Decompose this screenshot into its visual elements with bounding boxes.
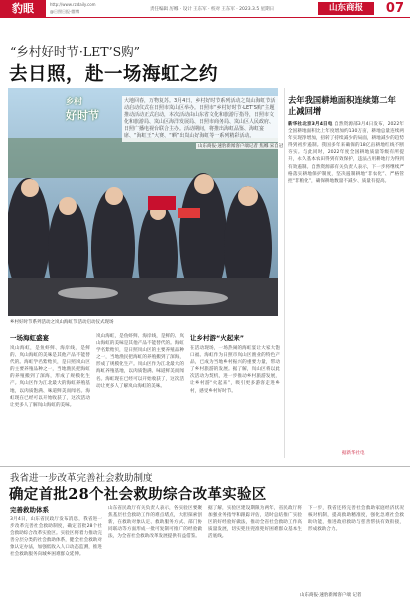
brand-badge: 山东商报	[318, 2, 374, 15]
logo-line-1: 乡村	[66, 96, 82, 106]
section-text: 据了解，实验区建设期限为两年，省民政厅将加强业务指导和跟踪评估，适时总结推广实验区的好经验好做法，推动全省社会救助工作高质量发展，切实兜住兜准兜好困难群众基本生活底线。	[208, 506, 302, 540]
section-divider	[0, 466, 410, 467]
right-byline: 据新华社电	[342, 451, 365, 456]
bottom-kicker: 我省进一步改革完善社会救助制度	[10, 473, 153, 484]
right-body-text: 自然资源部3月4日发布，2022年全国耕地面积比上年度增加约130万亩，耕地总量连续两年实现净增加，扭转了持续减少的局面，耕地减少的趋势得到初步遏制。我国多年来确保的18亿亩耕地红线不断夯实。与此同时，2022年度全国耕地质量等级有所提升，永久基本农田得到有效保护，违法占用耕地行为得到有效遏制。自然资源部有关负责人表示，下一步将继续严格落实耕地保护制度，坚决遏制耕地“非农化”、严格管控“非粮化”，确保耕地数量不减少、质量有提高。	[288, 122, 404, 184]
bottom-column-3	[208, 505, 302, 597]
bottom-column-2	[108, 505, 202, 597]
right-headline: 去年我国耕地面积连续第二年止减回增	[288, 95, 396, 116]
section-heading: 完善救助体系	[10, 506, 49, 514]
bottom-headline: 确定首批28个社会救助综合改革实验区	[9, 486, 267, 503]
newspaper-logo: 豹眼	[0, 0, 46, 18]
section-heading: 一场海虹盛宴	[10, 334, 49, 342]
photo-caption: 乡村好时节系列活动之岚山海虹节活动启动仪式现场	[10, 320, 114, 325]
lead-headline: 去日照，赴一场海虹之约	[9, 64, 219, 85]
lead-column-1	[10, 333, 90, 463]
section-text: 山东省民政厅有关负责人表示，各实验区要聚焦基层社会救助工作的难点堵点，大胆探索创新，在救助对象认定、救助服务方式、部门协同联动等方面形成一批可复制可推广的经验做法，为全省社会救助改革发展提供有益借鉴。	[108, 506, 202, 540]
lead-credit: 山东商报·速豹新闻客户端记者 焦娜 宋自冠	[198, 144, 284, 149]
lead-column-2	[96, 333, 184, 461]
section-text: 3月4日，山东省民政厅发布消息，我省进一步改革完善社会救助制度，确定首批28个社会救助综合改革实验区。实验区将着力推动完善分层分类的社会救助体系，健全社会救助对象认定办法，加强低收入人口动态监测，推进社会救助服务向城乡困难群众延伸。	[10, 517, 102, 558]
website-text: http://www.rzdaily.com	[50, 2, 96, 7]
lead-column-3	[190, 333, 280, 463]
section-text: 岚山海虹，是鱼虾鲜、海岸线，是鲜的、岚山海虹的美味是其他产品不能替代的。海虹学名紫贻贝，是日照岚山区的主要养殖品种之一，当地渔民把海虹的养殖搬到了深海，形成了规模化生产。岚山区作为江北最大的海虹养殖基地，以肉质饱满、味道鲜美而闻名。海虹现在已经可以开始收获了，这次活动让更多人了解岚山海虹的美味。	[10, 346, 90, 408]
section-text: 下一步，我省还将完善社会救助家庭经济状况核对机制，提高救助精准度，强化急难社会救助功能，推进政府救助与慈善帮扶有效衔接，形成救助合力。	[308, 506, 404, 533]
bottom-source: 山东商报·速豹新闻客户端 记者	[300, 593, 362, 598]
contact-text: @日照日报·微博	[50, 9, 80, 14]
lead-kicker: “乡村好时节·LET’S购”	[10, 44, 141, 59]
logo-line-2: 好时节	[66, 109, 99, 122]
edition-meta: 责任编辑 厉娜 · 设计 王东军 · 校对 王东军 · 2023.3.5 星期日	[150, 7, 275, 12]
right-column-story	[288, 95, 404, 463]
masthead	[0, 0, 410, 18]
section-text: 在活动现场，一场热闹的海虹宴让大家大饱口福。海虹作为日照市岚山区渔业的特色产品，已成为当地乡村振兴的重要力量，带动了乡村旅游的发展。据了解，岚山区将以此次活动为契机，进一步推动乡村旅游发展，让乡村游“火起来”，吸引更多游客走进乡村，感受乡村好时节。	[190, 346, 280, 394]
column-divider	[284, 88, 285, 458]
section-heading: 让乡村游“火起来”	[190, 334, 245, 342]
rural-season-logo	[66, 96, 118, 130]
dateline: 新华社北京3月4日电	[288, 122, 333, 127]
section-text: 岚山海虹，是鱼虾鲜、海岸线，是鲜的、岚山海虹的美味是其他产品不能替代的。海虹学名紫贻贝，是日照岚山区的主要养殖品种之一，当地渔民把海虹的养殖搬到了深海，形成了规模化生产。岚山区作为江北最大的海虹养殖基地，以肉质饱满、味道鲜美而闻名。海虹现在已经可以开始收获了，这次活动让更多人了解岚山海虹的美味。	[96, 334, 184, 389]
bottom-column-4	[308, 505, 404, 589]
bottom-column-1	[10, 505, 102, 600]
right-body	[288, 121, 404, 463]
lead-summary: 大地回春，万物复苏。3月4日，乡村好时节系列活动之岚山海虹节活动启动仪式在日照市岚山区举办。日照市“乡村好时节·LET’S购”主题推动活动正式启动，本次活动由山东省文化和旅游厅指导，日照市文化和旅游局、岚山区海洋发展局、日照市商务局、岚山区人民政府、日照广播电视台联合主办。活动期间，将推出海虹品鉴、海虹宴席、“海虹王”大赛、“晒”出岚山好海虹等一系列精彩活动。	[122, 96, 280, 142]
page-number: 07	[385, 1, 404, 16]
